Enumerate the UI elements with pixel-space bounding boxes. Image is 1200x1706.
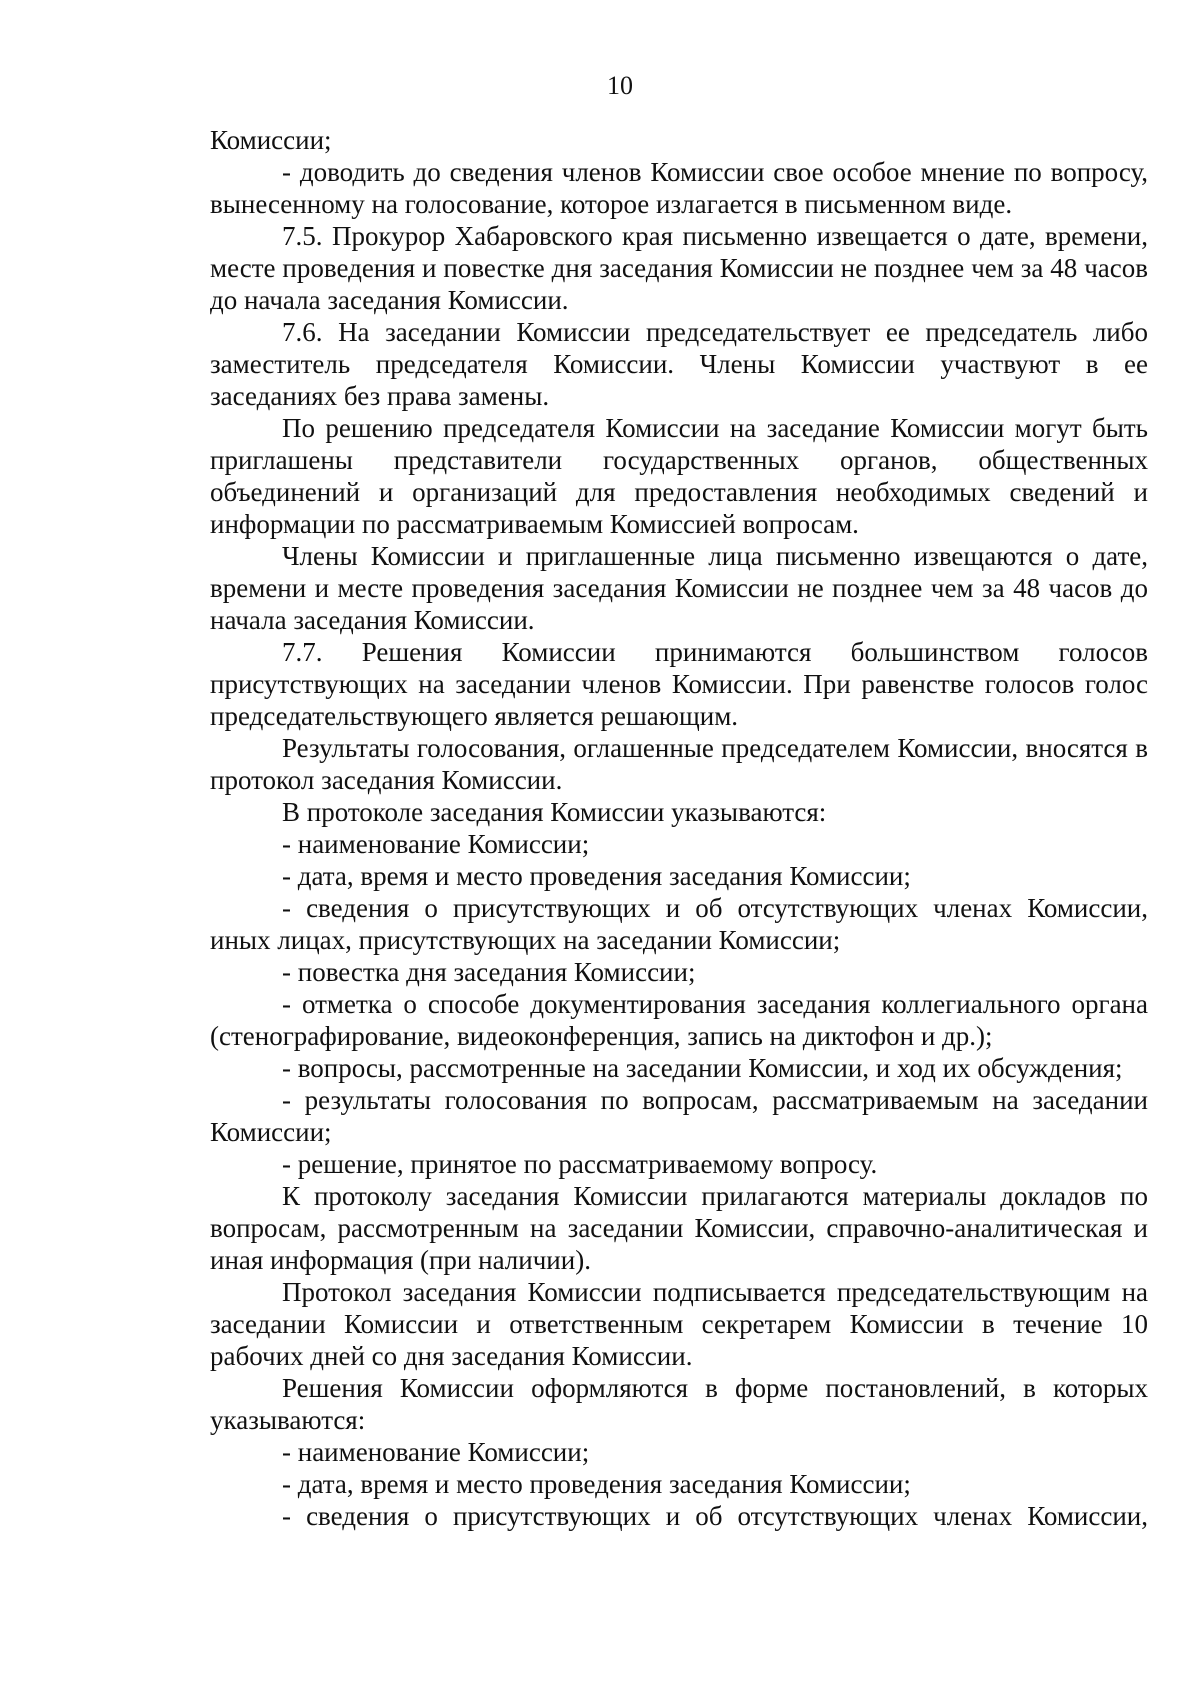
page-number: 10: [607, 71, 633, 100]
list-item: - отметка о способе документирования заседания коллегиального органа (стенографирование, видеоконференция, запись на диктофон и др.);: [210, 989, 1148, 1051]
paragraph-protocol-signing: Протокол заседания Комиссии подписывается председательствующим на заседании Комиссии и ответственным секретарем Комиссии в течение 10 рабочих дней со дня заседания Комиссии.: [210, 1277, 1148, 1371]
list-item-inform-opinion: - доводить до сведения членов Комиссии свое особое мнение по вопросу, вынесенному на голосование, которое излагается в письменном виде.: [210, 157, 1148, 219]
list-item: - сведения о присутствующих и об отсутствующих членах Комиссии,: [282, 1501, 1148, 1531]
list-item: - дата, время и место проведения заседания Комиссии;: [282, 861, 911, 891]
paragraph-protocol-attachments: К протоколу заседания Комиссии прилагаются материалы докладов по вопросам, рассмотренным на заседании Комиссии, справочно-аналитическая и иная информация (при наличии).: [210, 1181, 1148, 1275]
clause-7-6: 7.6. На заседании Комиссии председательствует ее председатель либо заместитель председателя Комиссии. Члены Комиссии участвуют в ее заседаниях без права замены.: [210, 317, 1148, 411]
paragraph-protocol-contents: В протоколе заседания Комиссии указываются:: [282, 797, 827, 827]
paragraph-continuation: Комиссии;: [210, 125, 332, 155]
list-item: - наименование Комиссии;: [282, 1437, 590, 1467]
paragraph-notification: Члены Комиссии и приглашенные лица письменно извещаются о дате, времени и месте проведения заседания Комиссии не позднее чем за 48 часов до начала заседания Комиссии.: [210, 541, 1148, 635]
clause-7-5: 7.5. Прокурор Хабаровского края письменно извещается о дате, времени, месте проведения и повестке дня заседания Комиссии не позднее чем за 48 часов до начала заседания Комиссии.: [210, 221, 1148, 315]
list-item: - результаты голосования по вопросам, рассматриваемым на заседании Комиссии;: [210, 1085, 1148, 1147]
paragraph-decisions-form: Решения Комиссии оформляются в форме постановлений, в которых указываются:: [210, 1373, 1148, 1435]
paragraph-voting-results: Результаты голосования, оглашенные председателем Комиссии, вносятся в протокол заседания Комиссии.: [210, 733, 1148, 795]
list-item: - повестка дня заседания Комиссии;: [282, 957, 696, 987]
list-item: - наименование Комиссии;: [282, 829, 590, 859]
list-item: - вопросы, рассмотренные на заседании Комиссии, и ход их обсуждения;: [282, 1053, 1123, 1083]
list-item: - решение, принятое по рассматриваемому вопросу.: [282, 1149, 878, 1179]
list-item: - дата, время и место проведения заседания Комиссии;: [282, 1469, 911, 1499]
clause-7-7: 7.7. Решения Комиссии принимаются большинством голосов присутствующих на заседании членов Комиссии. При равенстве голосов голос председательствующего является решающим.: [210, 637, 1148, 731]
document-body: [210, 124, 1148, 1532]
list-item: - сведения о присутствующих и об отсутствующих членах Комиссии, иных лицах, присутствующих на заседании Комиссии;: [210, 893, 1148, 955]
paragraph-invited-representatives: По решению председателя Комиссии на заседание Комиссии могут быть приглашены представители государственных органов, общественных объединений и организаций для предоставления необходимых сведений и информации по рассматриваемым Комиссией вопросам.: [210, 413, 1148, 539]
